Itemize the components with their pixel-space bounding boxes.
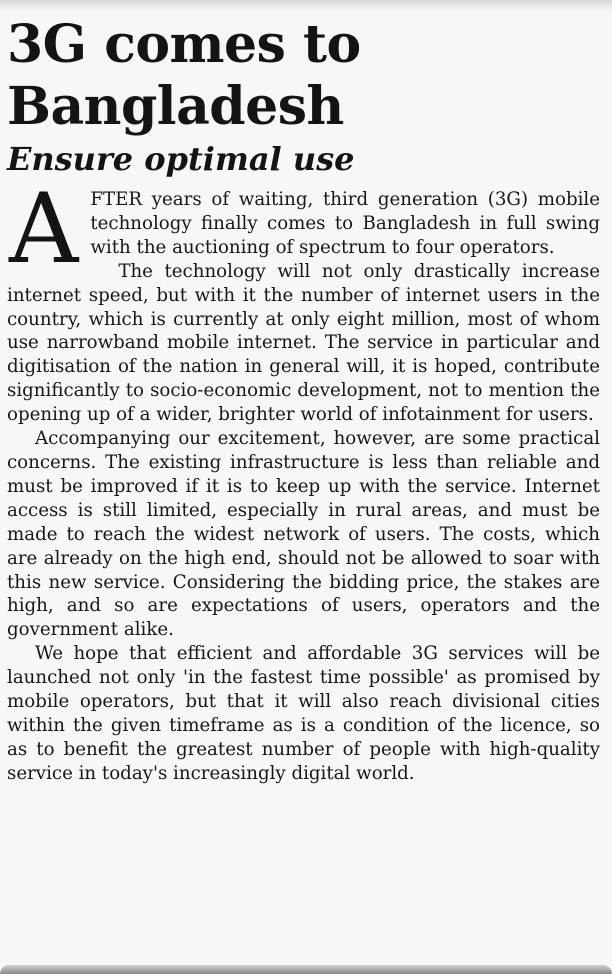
paragraph-2: The technology will not only drastically increase internet speed, but with it the number of internet users in the country, which is currently at only eight million, most of whom use narrowband mobile internet. The service in particular and digitisation of the nation in general will, it is hoped, contribute significantly to socio-economic development, not to mention the opening up of a wider, brighter world of infotainment for users. bbox=[7, 260, 600, 426]
paragraph-4: We hope that efficient and affordable 3G services will be launched not only 'in the fastest time possible' as promised by mobile operators, but that it will also reach divisional cities within the given timeframe as is a condition of the licence, so as to benefit the greatest number of people with high-quality service in today's increasingly digital world. bbox=[7, 643, 600, 784]
headline-line-2: Bangladesh bbox=[7, 76, 344, 137]
subheadline: Ensure optimal use bbox=[7, 140, 355, 178]
paragraph-1-text: FTER years of waiting, third generation (3G) mobile technology finally comes to Bangladesh in full swing with the auctioning of spectrum to four operators. bbox=[90, 189, 600, 258]
paragraph-3: Accompanying our excitement, however, are some practical concerns. The existing infrastructure is less than reliable and must be improved if it is to keep up with the service. Internet access is still limited, especially in rural areas, and must be made to reach the widest network of users. The costs, which are already on the high end, should not be allowed to soar with this new service. Considering the bidding price, the stakes are high, and so are expectations of users, operators and the government alike. bbox=[7, 428, 600, 641]
bottom-edge bbox=[0, 965, 612, 974]
headline-line-1: 3G comes to bbox=[7, 14, 361, 75]
headline bbox=[7, 14, 600, 138]
paragraph-1 bbox=[7, 173, 600, 285]
drop-cap: A bbox=[9, 173, 79, 285]
top-page-edge bbox=[0, 0, 612, 10]
article-body bbox=[7, 173, 600, 786]
editorial-article bbox=[7, 14, 600, 786]
